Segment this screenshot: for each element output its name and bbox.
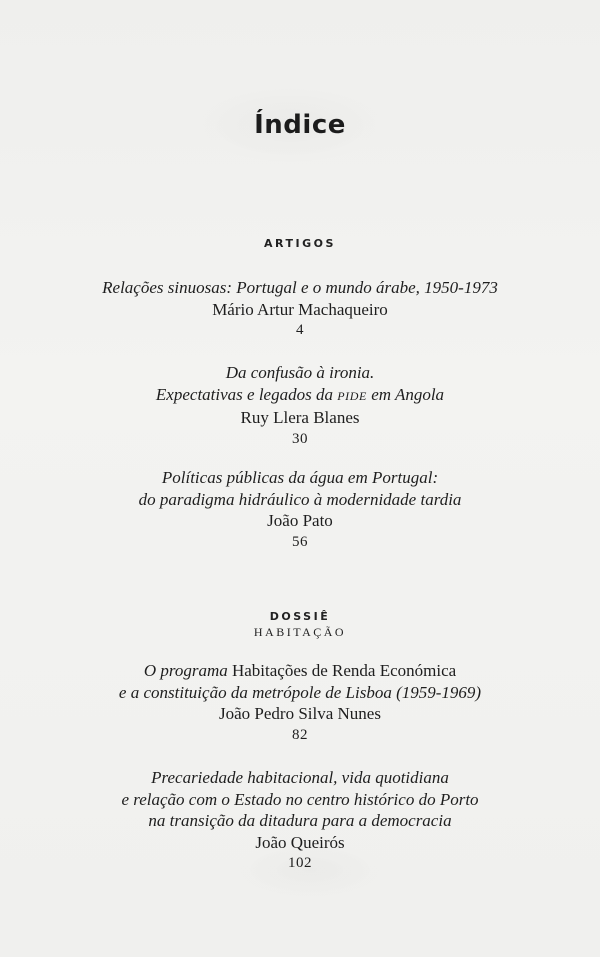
- toc-entry[interactable]: [0, 467, 600, 553]
- entry-author: João Pato: [267, 511, 333, 530]
- entry-title: O programa Habitações de Renda Económica: [143, 661, 457, 680]
- entry-page-number: 82: [292, 726, 308, 743]
- entry-author: João Queirós: [255, 832, 345, 852]
- entry-author: Mário Artur Machaqueiro: [212, 299, 388, 319]
- toc-entry[interactable]: [0, 767, 600, 875]
- entry-page-number: 56: [292, 533, 308, 550]
- entry-page-number: 4: [296, 322, 304, 338]
- toc-entry[interactable]: [0, 660, 600, 746]
- page-title: Índice: [254, 110, 346, 140]
- entry-title: Expectativas e legados da PIDE em Angola: [155, 384, 445, 404]
- entry-title: Precariedade habitacional, vida quotidiana: [151, 768, 449, 787]
- entry-title: Políticas públicas da água em Portugal:: [161, 468, 439, 487]
- entry-title: e a constituição da metrópole de Lisboa (1959-1969): [118, 682, 482, 702]
- entry-author: Ruy Llera Blanes: [240, 408, 360, 427]
- pide-acronym: PIDE: [337, 388, 367, 403]
- entry-title: e relação com o Estado no centro histórico do Porto: [121, 789, 479, 809]
- entry-title: do paradigma hidráulico à modernidade tardia: [138, 489, 462, 509]
- program-name: Habitações de Renda Económica: [231, 661, 457, 680]
- entry-page-number: 102: [288, 855, 312, 871]
- entry-title: na transição da ditadura para a democracia: [148, 811, 452, 830]
- entry-title: Relações sinuosas: Portugal e o mundo árabe, 1950-1973: [102, 278, 498, 297]
- section-artigos-label: ARTIGOS: [264, 237, 336, 250]
- entry-page-number: 30: [292, 430, 308, 447]
- section-dossie-subtitle: HABITAÇÃO: [253, 625, 347, 639]
- entry-author: João Pedro Silva Nunes: [219, 704, 381, 723]
- toc-entry[interactable]: [0, 277, 600, 342]
- entry-title: Da confusão à ironia.: [225, 363, 375, 382]
- toc-entry[interactable]: [0, 362, 600, 450]
- section-dossie-label: DOSSIÊ: [269, 610, 331, 623]
